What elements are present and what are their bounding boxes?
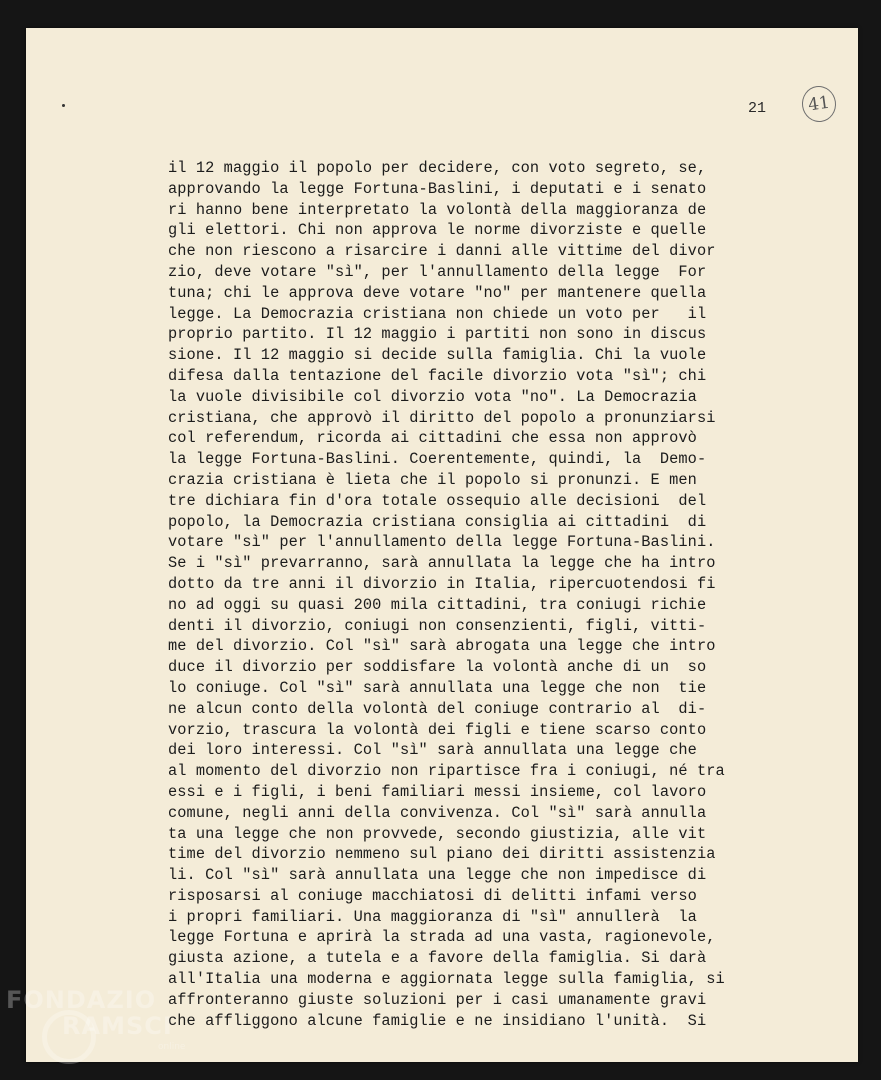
text-line: ne alcun conto della volontà del coniuge contrario al di- [168,699,707,718]
text-line: Se i "sì" prevarranno, sarà annullata la legge che ha intro [168,554,716,573]
text-line: approvando la legge Fortuna-Baslini, i deputati e i senato [168,179,707,198]
text-line: dotto da tre anni il divorzio in Italia, ripercuotendosi fi [168,574,716,593]
paper-mark [62,104,65,107]
text-line: lo coniuge. Col "sì" sarà annullata una legge che non tie [168,678,707,697]
text-line: all'Italia una moderna e aggiornata legge sulla famiglia, si [168,970,725,989]
text-line: la vuole divisibile col divorzio vota "no". La Democrazia [168,387,697,406]
document-page [26,28,858,1062]
text-line: vorzio, trascura la volontà dei figli e tiene scarso conto [168,720,707,739]
page-number: 21 [748,100,767,117]
text-line: risposarsi al coniuge macchiatosi di delitti infami verso [168,886,697,905]
text-line: al momento del divorzio non ripartisce fra i coniugi, né tra [168,762,725,781]
text-line: votare "sì" per l'annullamento della legge Fortuna-Baslini. [168,533,716,552]
text-line: ri hanno bene interpretato la volontà della maggioranza de [168,200,707,219]
text-line: cristiana, che approvò il diritto del popolo a pronunziarsi [168,408,716,427]
text-line: legge Fortuna e aprirà la strada ad una vasta, ragionevole, [168,928,716,947]
text-line: zio, deve votare "sì", per l'annullamento della legge For [168,262,707,281]
text-line: duce il divorzio per soddisfare la volontà anche di un so [168,658,707,677]
text-line: gli elettori. Chi non approva le norme divorziste e quelle [168,221,707,240]
fondazione-gramsci-watermark [6,986,186,1052]
text-line: time del divorzio nemmeno sul piano dei diritti assistenzia [168,845,716,864]
text-line: ta una legge che non provvede, secondo giustizia, alle vit [168,824,707,843]
text-line: che affliggono alcune famiglie e ne insidiano l'unità. Si [168,1011,707,1030]
text-line: sione. Il 12 maggio si decide sulla famiglia. Chi la vuole [168,346,707,365]
text-line: li. Col "sì" sarà annullata una legge che non impedisce di [168,866,707,885]
folio-annotation: 41 [800,84,839,124]
text-line: essi e i figli, i beni familiari messi insieme, col lavoro [168,782,707,801]
text-line: me del divorzio. Col "sì" sarà abrogata una legge che intro [168,637,716,656]
text-line: col referendum, ricorda ai cittadini che essa non approvò [168,429,697,448]
text-line: affronteranno giuste soluzioni per i casi umanamente gravi [168,990,707,1009]
text-line: dei loro interessi. Col "sì" sarà annullata una legge che [168,741,697,760]
text-line: comune, negli anni della convivenza. Col "sì" sarà annulla [168,803,707,822]
text-line: la legge Fortuna-Baslini. Coerentemente, quindi, la Demo- [168,450,707,469]
watermark-line-2: RAMSCI [62,1012,173,1040]
text-line: popolo, la Democrazia cristiana consiglia ai cittadini di [168,512,707,531]
text-line: legge. La Democrazia cristiana non chiede un voto per il [168,304,707,323]
text-line: denti il divorzio, coniugi non consenzienti, figli, vitti- [168,616,707,635]
text-line: il 12 maggio il popolo per decidere, con voto segreto, se, [168,159,707,177]
text-line: giusta azione, a tutela e a favore della famiglia. Si darà [168,949,707,968]
body-text [168,158,838,1031]
text-line: difesa dalla tentazione del facile divorzio vota "sì"; chi [168,366,707,385]
text-line: no ad oggi su quasi 200 mila cittadini, tra coniugi richie [168,595,707,614]
text-line: crazia cristiana è lieta che il popolo si pronunzi. E men [168,470,697,489]
watermark-sub: online [158,1042,186,1052]
text-line: tuna; chi le approva deve votare "no" per mantenere quella [168,283,707,302]
text-line: tre dichiara fin d'ora totale ossequio alle decisioni del [168,491,707,510]
watermark-line-1: FONDAZIO [6,986,157,1014]
text-line: i propri familiari. Una maggioranza di "sì" annullerà la [168,907,697,926]
text-line: proprio partito. Il 12 maggio i partiti non sono in discus [168,325,707,344]
text-line: che non riescono a risarcire i danni alle vittime del divor [168,242,716,261]
